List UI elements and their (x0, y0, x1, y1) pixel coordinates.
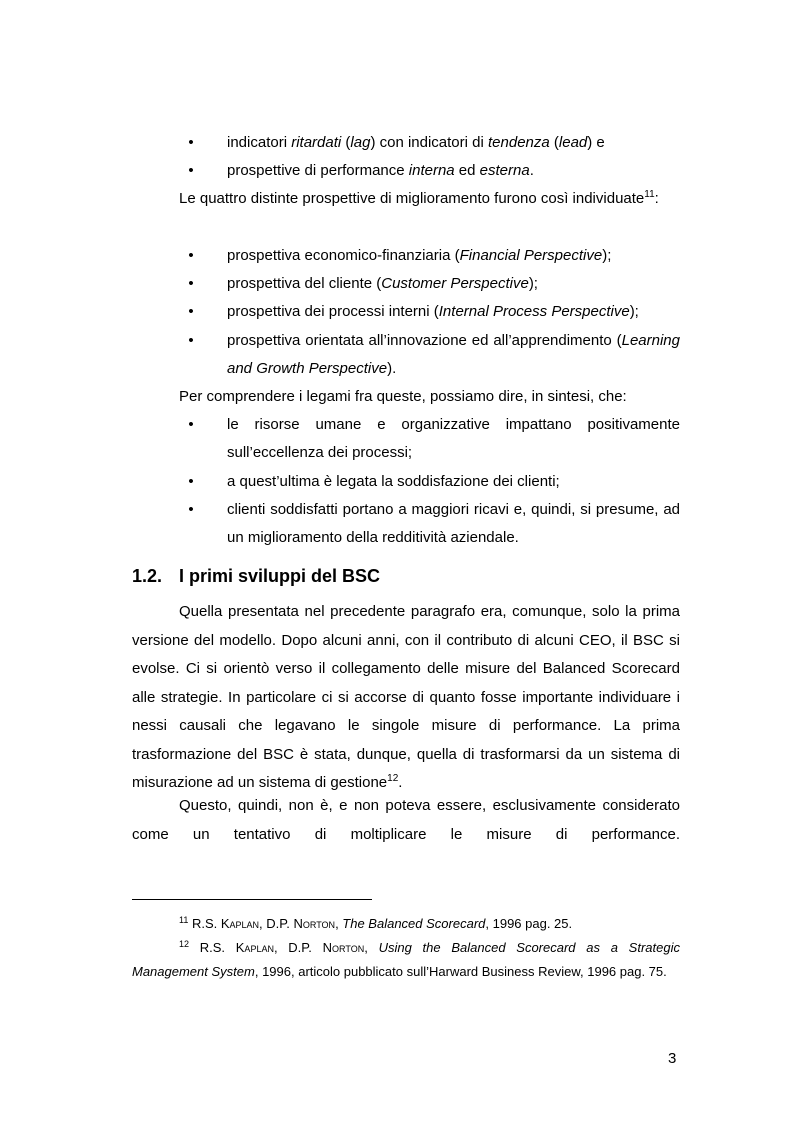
bullet-icon: • (188, 303, 194, 320)
footnote-number: 12 (179, 939, 190, 949)
list-item: • prospettiva dei processi interni (Internal Process Perspective); (132, 298, 680, 326)
bullet-icon: • (188, 332, 194, 349)
footnote: $^{11}$ R.S. Kaplan, D.P. Norton, The Balanced Scorecard, 1996 pag. 25. (179, 915, 573, 931)
list-item: • prospettiva orientata all’innovazione ed all’apprendimento (Learning and Growth Perspective). (132, 327, 680, 383)
bullet-icon: • (188, 501, 194, 518)
footnote: $^{12}$ R.S. Kaplan, D.P. Norton, Using the Balanced Scorecard as a Strategic Management System, 1996, articolo pubblicato sull’Harward Business Review, 1996 pag. 75. (132, 939, 680, 979)
bullet-icon: • (188, 275, 194, 292)
section-title: I primi sviluppi del BSC (179, 566, 381, 586)
section-number: 1.2. (132, 566, 163, 586)
bullet-icon: • (188, 416, 194, 433)
bullet-icon: • (188, 162, 194, 179)
bullet-icon: • (188, 134, 194, 151)
footnote-ref[interactable]: 11 (644, 189, 655, 200)
page-number: 3 (668, 1050, 677, 1067)
list-item: • indicatori ritardati (lag) con indicatori di tendenza (lead) e (132, 129, 680, 157)
list-item: • prospettiva economico-finanziaria (Financial Perspective); (132, 242, 680, 270)
list-item: • le risorse umane e organizzative impattano positivamente sull’eccellenza dei processi; (132, 411, 680, 467)
footnote-separator (132, 899, 372, 900)
list-item: • prospettive di performance interna ed esterna. (132, 157, 680, 185)
paragraph: Le quattro distinte prospettive di miglioramento furono così individuate$^{11}$: (179, 189, 659, 207)
paragraph: Questo, quindi, non è, e non poteva essere, esclusivamente considerato come un tentativo di moltiplicare le misure di performance. (132, 797, 680, 843)
footnote-number: 11 (179, 915, 189, 925)
list-item: • a quest’ultima è legata la soddisfazione dei clienti; (132, 468, 680, 496)
bullet-icon: • (188, 473, 194, 490)
bullet-icon: • (188, 247, 194, 264)
list-item: • prospettiva del cliente (Customer Perspective); (132, 270, 680, 298)
paragraph: Per comprendere i legami fra queste, possiamo dire, in sintesi, che: (179, 388, 627, 405)
paragraph: Quella presentata nel precedente paragrafo era, comunque, solo la prima versione del modello. Dopo alcuni anni, con il contributo di alcuni CEO, il BSC si evolse. Ci si orientò verso il collegamento delle misure del Balanced Scorecard alle strategie. In particolare ci si accorse di quanto fosse importante individuare i nessi causali che legavano le singole misure di performance. La prima trasformazione del BSC è stata, dunque, quella di trasformarsi da un sistema di misurazione ad un sistema di gestione$^{12}$. (132, 603, 680, 791)
list-item: • clienti soddisfatti portano a maggiori ricavi e, quindi, si presume, ad un miglioramento della redditività aziendale. (132, 496, 680, 552)
section-heading (132, 566, 380, 587)
footnote-ref[interactable]: 12 (387, 773, 399, 784)
